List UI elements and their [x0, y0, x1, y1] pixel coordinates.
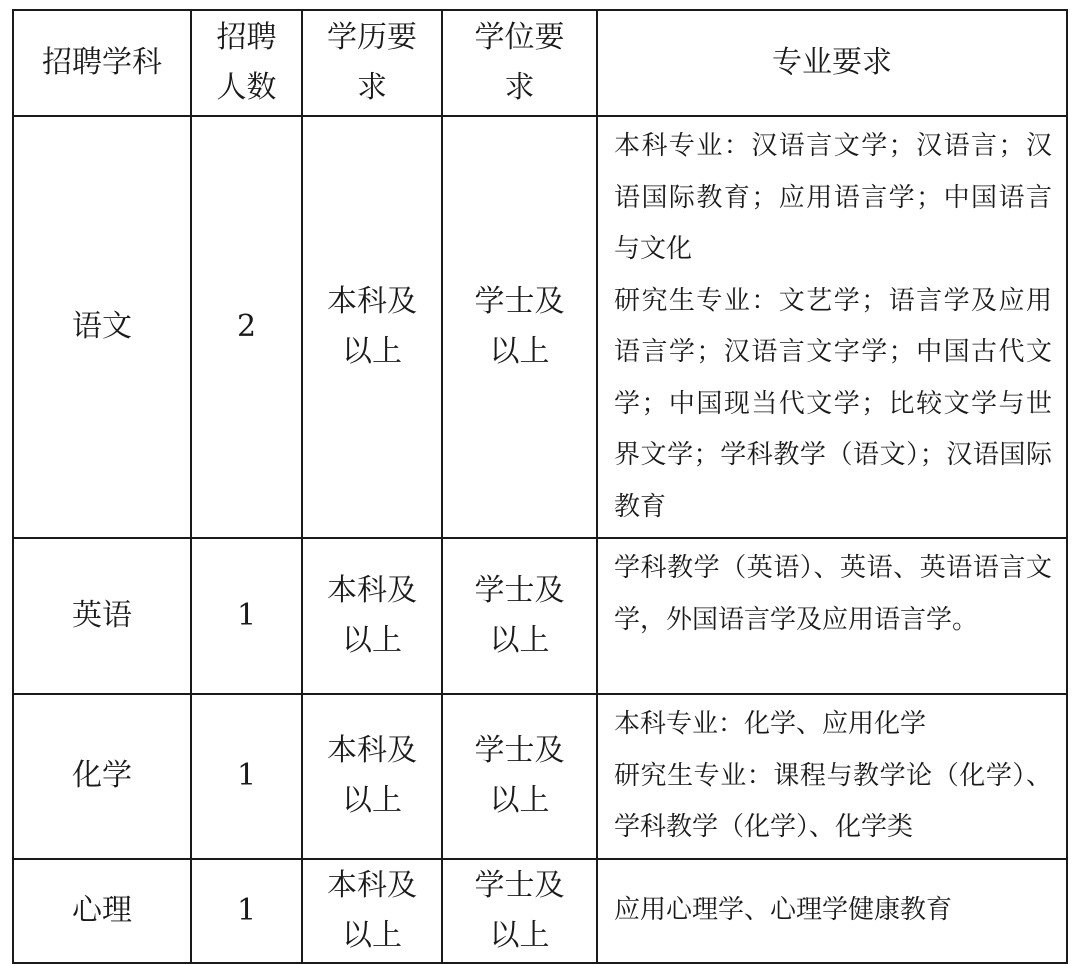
cell-education: 本科及以上 [302, 859, 442, 963]
major-paragraph: 本科专业：汉语言文学；汉语言；汉语国际教育；应用语言学；中国语言与文化 [614, 131, 1052, 264]
header-major: 专业要求 [597, 10, 1067, 116]
recruitment-table [12, 9, 1068, 964]
table-row [13, 694, 1067, 859]
cell-count: 1 [191, 538, 302, 694]
major-paragraph: 应用心理学、心理学健康教育 [614, 894, 953, 925]
major-paragraph: 研究生专业：文艺学；语言学及应用语言学；汉语言文字学；中国古代文学；中国现当代文学；比较文学与世界文学；学科教学（语文）；汉语国际教育 [614, 285, 1052, 522]
cell-major [597, 116, 1067, 538]
cell-subject: 化学 [13, 694, 191, 859]
header-count: 招聘人数 [191, 10, 302, 116]
cell-subject: 心理 [13, 859, 191, 963]
cell-education: 本科及以上 [302, 694, 442, 859]
cell-major [597, 538, 1067, 694]
cell-degree: 学士及以上 [442, 116, 597, 538]
cell-major [597, 694, 1067, 859]
cell-degree: 学士及以上 [442, 859, 597, 963]
cell-degree: 学士及以上 [442, 538, 597, 694]
cell-major [597, 859, 1067, 963]
major-paragraph: 本科专业：化学、应用化学 [614, 709, 927, 739]
cell-count: 2 [191, 116, 302, 538]
table-row [13, 538, 1067, 694]
cell-count: 1 [191, 859, 302, 963]
major-paragraph: 研究生专业：课程与教学论（化学）、学科教学（化学）、化学类 [614, 760, 1052, 842]
major-paragraph: 学科教学（英语）、英语、英语语言文学，外国语言学及应用语言学。 [614, 553, 1052, 635]
header-degree: 学位要求 [442, 10, 597, 116]
header-row [13, 10, 1067, 116]
header-education: 学历要求 [302, 10, 442, 116]
cell-count: 1 [191, 694, 302, 859]
cell-education: 本科及以上 [302, 538, 442, 694]
table-row [13, 116, 1067, 538]
cell-subject: 语文 [13, 116, 191, 538]
cell-education: 本科及以上 [302, 116, 442, 538]
cell-subject: 英语 [13, 538, 191, 694]
table-row [13, 859, 1067, 963]
cell-degree: 学士及以上 [442, 694, 597, 859]
header-subject: 招聘学科 [13, 10, 191, 116]
